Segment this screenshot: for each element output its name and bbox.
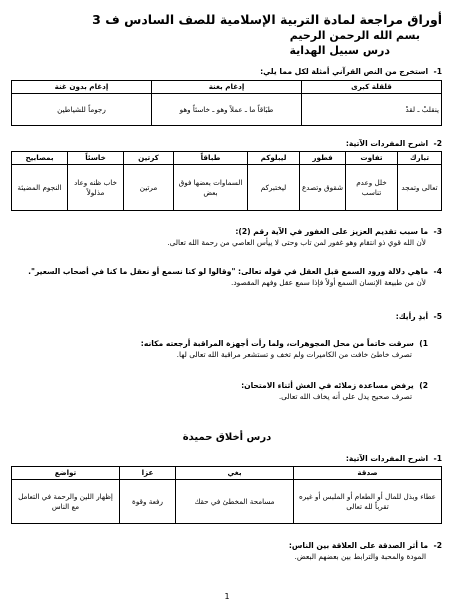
table-header: صدقة <box>294 467 442 480</box>
table-header: تفاوت <box>346 152 398 165</box>
table-cell: خاب ظنه وعاد مذلولاً <box>68 165 124 211</box>
table-header: تبارك <box>398 152 442 165</box>
question-number: 2- <box>433 541 442 550</box>
table-cell: إظهار اللين والرحمة في التعامل مع الناس <box>12 480 120 524</box>
table-header-row <box>12 81 442 94</box>
answer-text: لأن من طبيعة الإنسان السمع أولاً فإذا سمع عقل وفهم المقصود. <box>230 278 426 287</box>
document-title: أوراق مراجعة لمادة التربية الإسلامية للصف السادس ف 3 <box>92 12 442 27</box>
lesson2-question-1 <box>14 453 442 464</box>
question-text: استخرج من النص القرآني أمثلة لكل مما يلي: <box>260 67 429 76</box>
table-cell: ينقلبْ ـ لقدْ <box>302 94 442 126</box>
sub-question-text: سرقت خاتماً من محل المجوهرات، ولما رأت أجهزة المراقبة أرجعته مكانه: <box>140 339 414 348</box>
question-text: ماهي دلالة ورود السمع قبل العقل في قوله تعالى: "وقالوا لو كنا نسمع أو نعقل ما كنا في أصحاب السعير". <box>28 267 429 276</box>
question-3 <box>14 226 442 248</box>
table-header-row <box>12 152 442 165</box>
sub-question-text: يرفض مساعدة زملائه في الغش أثناء الامتحان: <box>241 381 414 390</box>
table-header: قلقلة كبرى <box>302 81 442 94</box>
question-1 <box>14 66 442 77</box>
answer-text: تصرف صحيح يدل على أنه يخاف الله تعالى. <box>278 392 412 401</box>
table-cell: رجوماً للشياطين <box>12 94 152 126</box>
question-4 <box>14 266 442 288</box>
question-number: 1- <box>433 454 442 463</box>
table-cell: ليختبركم <box>248 165 300 211</box>
table-cell: طبَاقاً ما ـ عملاً وهو ـ خاسئاً وهو <box>152 94 302 126</box>
table-cell: رفعة وقوة <box>120 480 176 524</box>
question-number: 3- <box>433 227 442 236</box>
tajweed-table <box>11 80 442 126</box>
question-number: 4- <box>433 267 442 276</box>
table-header-row <box>12 467 442 480</box>
table-cell: شقوق وتصدع <box>300 165 346 211</box>
question-2 <box>14 138 442 149</box>
answer-text: تصرف خاطئ خافت من الكاميرات ولم تخف و تستشعر مراقبة الله تعالى لها. <box>176 350 412 359</box>
question-text: اشرح المفردات الآتية: <box>345 454 429 463</box>
table-cell: النجوم المضيئة <box>12 165 68 211</box>
table-header: طباقاً <box>174 152 248 165</box>
table-header: إدغام بدون غنة <box>12 81 152 94</box>
table-header: تواضع <box>12 467 120 480</box>
table-header: ليبلوكم <box>248 152 300 165</box>
page-number: 1 <box>224 592 230 601</box>
sub-question-number: 2) <box>419 381 428 390</box>
table-header: عزا <box>120 467 176 480</box>
document-header <box>92 12 442 58</box>
table-cell: مرتين <box>124 165 174 211</box>
lesson2-question-2 <box>14 540 442 562</box>
table-cell: السماوات بعضها فوق بعض <box>174 165 248 211</box>
table-cell: عطاء وبذل للمال أو الطعام أو الملبس أو غيره تقرباً لله تعالى <box>294 480 442 524</box>
vocabulary-table-2 <box>11 466 442 524</box>
question-number: 2- <box>433 139 442 148</box>
table-header: خاسئاً <box>68 152 124 165</box>
table-header: بمصابيح <box>12 152 68 165</box>
question-number: 5- <box>433 312 442 321</box>
basmala: بسم الله الرحمن الرحيم <box>289 29 420 42</box>
vocabulary-table-1 <box>11 151 442 211</box>
table-header: إدغام بغنة <box>152 81 302 94</box>
question-number: 1- <box>433 67 442 76</box>
table-row <box>12 480 442 524</box>
answer-text: لأن الله قوي ذو انتقام وهو غفور لمن تاب وحتى لا ييأس العاصي من رحمة الله تعالى. <box>167 238 426 247</box>
answer-text: المودة والمحبة والترابط بين بعضهم البعض. <box>294 552 426 561</box>
table-cell: تعالى وتمجد <box>398 165 442 211</box>
table-row <box>12 165 442 211</box>
question-5-part-1 <box>14 338 428 360</box>
question-5 <box>14 311 442 322</box>
table-header: فطور <box>300 152 346 165</box>
table-header: بغي <box>176 467 294 480</box>
table-header: كرتين <box>124 152 174 165</box>
table-cell: مسامحة المخطئ في حقك <box>176 480 294 524</box>
question-5-part-2 <box>14 380 428 402</box>
question-text: اشرح المفردات الآتية: <box>345 139 429 148</box>
question-text: ما سبب تقديم العزيز على الغفور في الآية رقم (2): <box>235 227 429 236</box>
lesson-title-akhlaq: درس أخلاق حميدة <box>182 432 272 443</box>
question-text: ما أثر الصدقة على العلاقة بين الناس: <box>288 541 429 550</box>
question-text: أبدِ رأيك: <box>395 312 429 321</box>
table-row <box>12 94 442 126</box>
lesson-title-hidaya: درس سبيل الهداية <box>289 44 390 57</box>
table-cell: خلل وعدم تناسب <box>346 165 398 211</box>
sub-question-number: 1) <box>419 339 428 348</box>
